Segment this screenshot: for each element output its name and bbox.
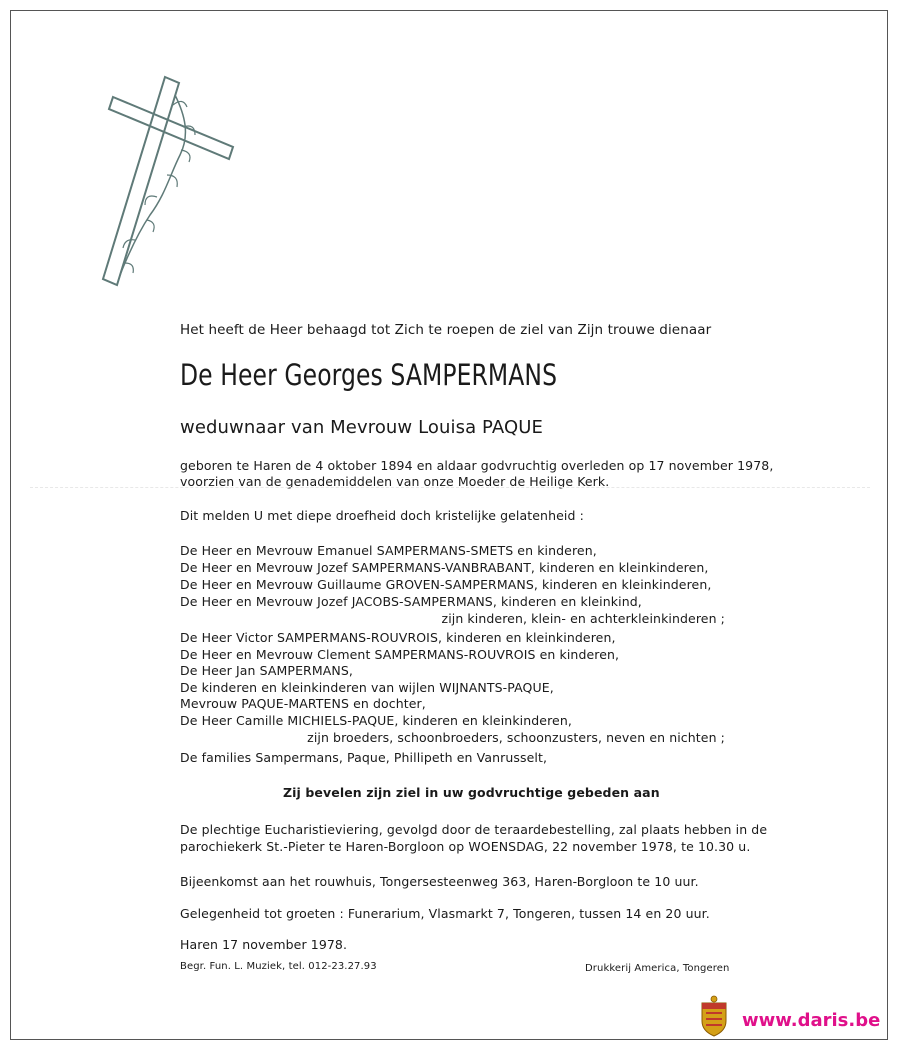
greeting-line: Gelegenheid tot groeten : Funerarium, Vlasmarkt 7, Tongeren, tussen 14 en 20 uur. xyxy=(180,906,710,921)
family-line: De Heer Jan SAMPERMANS, xyxy=(180,663,353,678)
family-line: Mevrouw PAQUE-MARTENS en dochter, xyxy=(180,696,426,711)
announce-text: Dit melden U met diepe droefheid doch kristelijke gelatenheid : xyxy=(180,508,584,523)
widower-line: weduwnaar van Mevrouw Louisa PAQUE xyxy=(180,417,543,438)
families-line: De families Sampermans, Paque, Phillipeth en Vanrusselt, xyxy=(180,750,548,765)
mass-line-2: parochiekerk St.-Pieter te Haren-Borgloon op WOENSDAG, 22 november 1978, te 10.30 u. xyxy=(180,839,751,854)
family-line: De kinderen en kleinkinderen van wijlen WIJNANTS-PAQUE, xyxy=(180,680,554,695)
family-summary-1: zijn kinderen, klein- en achterkleinkinderen ; xyxy=(441,611,725,626)
family-line: De Heer en Mevrouw Clement SAMPERMANS-ROUVROIS en kinderen, xyxy=(180,647,620,662)
family-line: De Heer Camille MICHIELS-PAQUE, kinderen en kleinkinderen, xyxy=(180,713,572,728)
fold-line xyxy=(30,487,870,488)
mass-line-1: De plechtige Eucharistieviering, gevolgd door de teraardebestelling, zal plaats hebben in de xyxy=(180,822,768,837)
family-line: De Heer en Mevrouw Guillaume GROVEN-SAMPERMANS, kinderen en kleinkinderen, xyxy=(180,577,712,592)
printer-line: Drukkerij America, Tongeren xyxy=(585,963,730,974)
birth-line-2: voorzien van de genademiddelen van onze Moeder de Heilige Kerk. xyxy=(180,474,610,489)
watermark-site: www.daris.be xyxy=(742,1010,881,1031)
intro-text: Het heeft de Heer behaagd tot Zich te roepen de ziel van Zijn trouwe dienaar xyxy=(180,322,712,338)
family-summary-2: zijn broeders, schoonbroeders, schoonzusters, neven en nichten ; xyxy=(307,730,725,745)
gathering-line: Bijeenkomst aan het rouwhuis, Tongersesteenweg 363, Haren-Borgloon te 10 uur. xyxy=(180,874,699,889)
family-line: De Heer en Mevrouw Jozef SAMPERMANS-VANBRABANT, kinderen en kleinkinderen, xyxy=(180,560,709,575)
undertaker-line: Begr. Fun. L. Muziek, tel. 012-23.27.93 xyxy=(180,961,377,972)
family-line: De Heer en Mevrouw Emanuel SAMPERMANS-SMETS en kinderen, xyxy=(180,543,597,558)
deceased-name: De Heer Georges SAMPERMANS xyxy=(180,358,558,392)
birth-line-1: geboren te Haren de 4 oktober 1894 en aldaar godvruchtig overleden op 17 november 1978, xyxy=(180,458,774,473)
cross-icon xyxy=(95,75,240,295)
coat-of-arms-logo xyxy=(698,995,730,1037)
family-line: De Heer Victor SAMPERMANS-ROUVROIS, kinderen en kleinkinderen, xyxy=(180,630,616,645)
prayer-line: Zij bevelen zijn ziel in uw godvruchtige gebeden aan xyxy=(283,785,660,800)
place-date: Haren 17 november 1978. xyxy=(180,937,348,952)
family-line: De Heer en Mevrouw Jozef JACOBS-SAMPERMANS, kinderen en kleinkind, xyxy=(180,594,642,609)
